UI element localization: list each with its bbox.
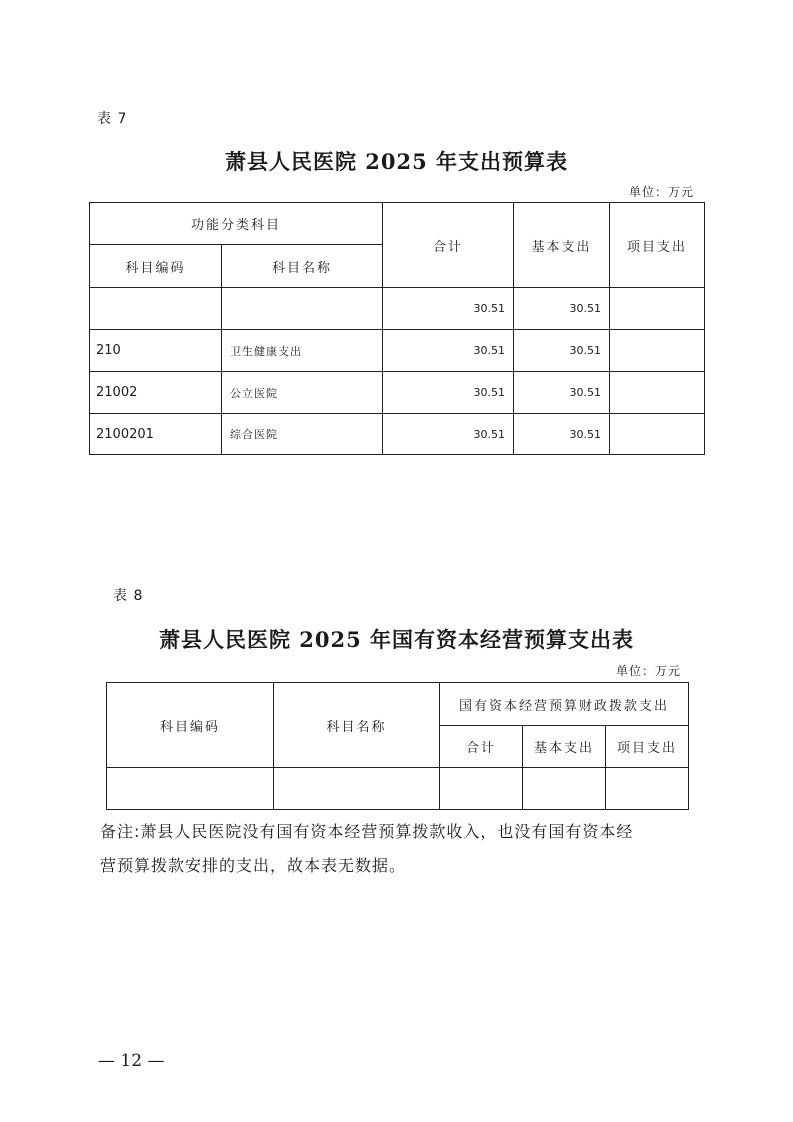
table7-header-group: 功能分类科目 [90, 203, 383, 245]
table7-cell-project [610, 288, 705, 330]
table8-empty-cell [107, 768, 274, 810]
table-row [90, 414, 705, 455]
table7 [89, 202, 705, 455]
table-row [90, 372, 705, 414]
table8 [106, 682, 689, 810]
table7-cell-name: 卫生健康支出 [222, 330, 383, 372]
table7-cell-basic: 30.51 [514, 414, 610, 455]
table7-header-total: 合计 [383, 203, 514, 288]
table8-empty-cell [274, 768, 440, 810]
table7-label: 表 7 [97, 111, 128, 127]
table-row [90, 288, 705, 330]
table7-cell-code [90, 288, 222, 330]
table7-cell-code: 210 [90, 330, 222, 372]
table7-cell-total: 30.51 [383, 330, 514, 372]
table7-cell-name: 综合医院 [222, 414, 383, 455]
page-number: — 12 — [98, 1051, 165, 1071]
table7-cell-name [222, 288, 383, 330]
table8-header-name: 科目名称 [274, 683, 440, 768]
table7-cell-total: 30.51 [383, 414, 514, 455]
table7-header-project: 项目支出 [610, 203, 705, 288]
table8-header-group: 国有资本经营预算财政拨款支出 [440, 683, 689, 726]
table8-header-project: 项目支出 [606, 726, 689, 768]
table7-cell-name: 公立医院 [222, 372, 383, 414]
table8-title: 萧县人民医院 2025 年国有资本经营预算支出表 [158, 627, 635, 652]
table7-cell-basic: 30.51 [514, 330, 610, 372]
table7-header-basic: 基本支出 [514, 203, 610, 288]
table8-note-line2: 营预算拨款安排的支出，故本表无数据。 [100, 856, 407, 875]
table-row [90, 330, 705, 372]
table7-cell-basic: 30.51 [514, 288, 610, 330]
table7-cell-basic: 30.51 [514, 372, 610, 414]
table8-header-code: 科目编码 [107, 683, 274, 768]
table8-note [100, 815, 740, 883]
table7-title: 萧县人民医院 2025 年支出预算表 [224, 149, 569, 174]
table8-label: 表 8 [113, 588, 144, 604]
table7-cell-project [610, 372, 705, 414]
table7-cell-project [610, 330, 705, 372]
table8-empty-cell [606, 768, 689, 810]
table8-header-total: 合计 [440, 726, 523, 768]
table8-unit: 单位：万元 [616, 664, 682, 678]
table8-note-line1: 备注:萧县人民医院没有国有资本经营预算拨款收入，也没有国有资本经 [100, 822, 634, 841]
table7-cell-project [610, 414, 705, 455]
table8-empty-cell [440, 768, 523, 810]
table7-cell-total: 30.51 [383, 372, 514, 414]
table7-cell-code: 21002 [90, 372, 222, 414]
table8-header-basic: 基本支出 [523, 726, 606, 768]
table7-cell-code: 2100201 [90, 414, 222, 455]
table-row [107, 768, 689, 810]
table8-empty-cell [523, 768, 606, 810]
table7-header-code: 科目编码 [90, 245, 222, 288]
table7-cell-total: 30.51 [383, 288, 514, 330]
table7-unit: 单位：万元 [629, 185, 695, 199]
table7-header-name: 科目名称 [222, 245, 383, 288]
